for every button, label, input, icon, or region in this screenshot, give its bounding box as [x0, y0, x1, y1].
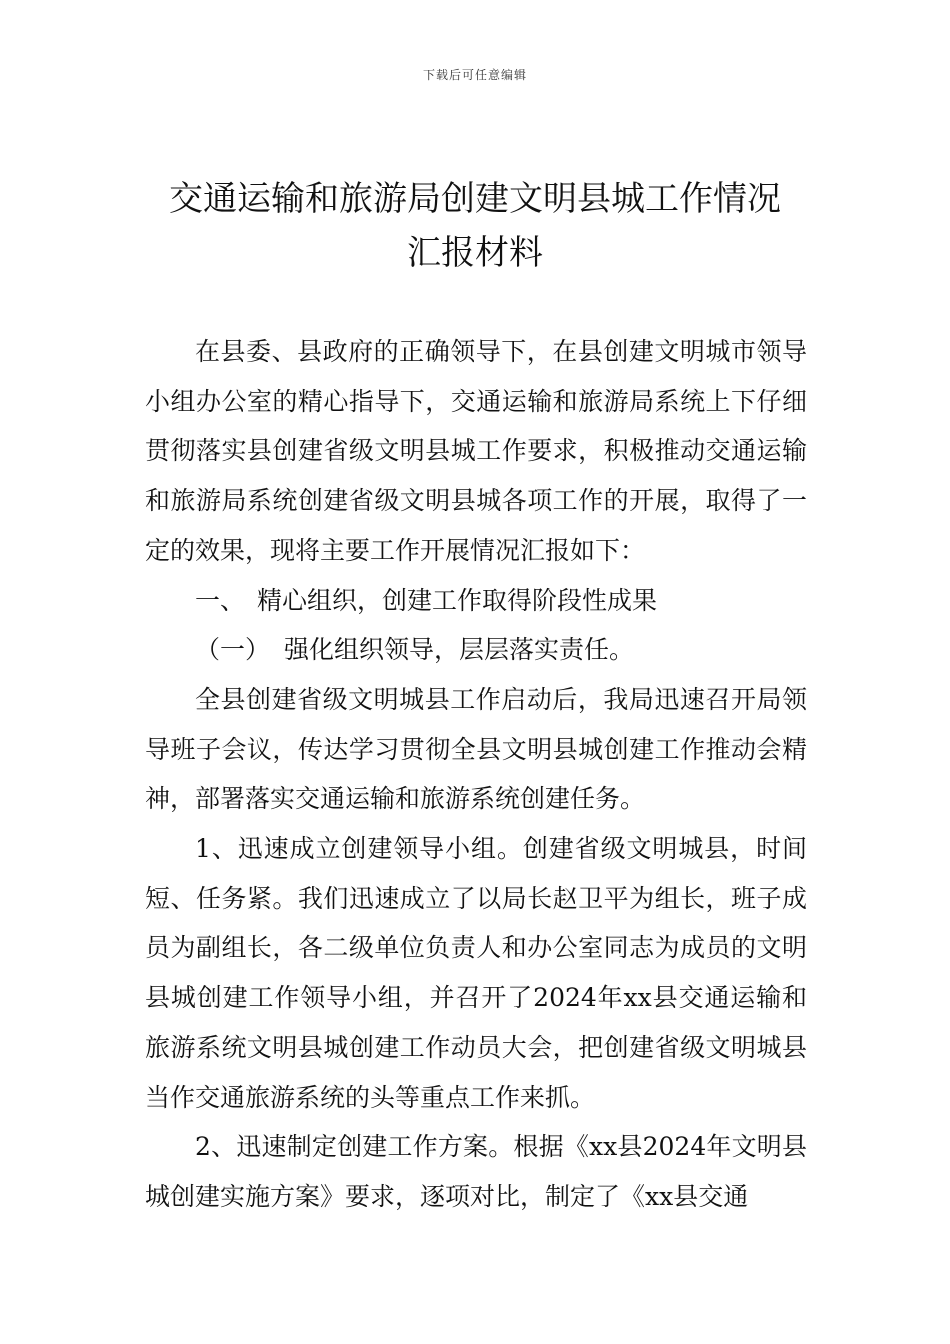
intro-paragraph: 在县委、县政府的正确领导下，在县创建文明城市领导小组办公室的精心指导下，交通运输和旅游局系统上下仔细贯彻落实县创建省级文明县城工作要求，积极推动交通运输和旅游局系统创建省级文明县城各项工作的开展，取得了一定的效果，现将主要工作开展情况汇报如下：	[145, 337, 807, 565]
sub-heading-1	[145, 625, 807, 675]
paragraph-3: 1、迅速成立创建领导小组。创建省级文明城县，时间短、任务紧。我们迅速成立了以局长赵卫平为组长，班子成员为副组长，各二级单位负责人和办公室同志为成员的文明县城创建工作领导小组，并召开了2024年xx县交通运输和旅游系统文明县城创建工作动员大会，把创建省级文明城县当作交通旅游系统的头等重点工作来抓。	[145, 834, 807, 1112]
sub-heading-text: 强化组织领导，层层落实责任。	[284, 635, 635, 665]
section-heading-text: 精心组织，创建工作取得阶段性成果	[257, 585, 658, 615]
section-heading-number: 一、	[195, 585, 246, 615]
paragraph-4: 2、迅速制定创建工作方案。根据《xx县2024年文明县城创建实施方案》要求，逐项对比，制定了《xx县交通	[145, 1132, 807, 1211]
document-body	[145, 327, 807, 1222]
paragraph-2: 全县创建省级文明城县工作启动后，我局迅速召开局领导班子会议，传达学习贯彻全县文明县城创建工作推动会精神，部署落实交通运输和旅游系统创建任务。	[145, 684, 807, 814]
title-line-1: 交通运输和旅游局创建文明县城工作情况	[169, 179, 781, 219]
header-note: 下载后可任意编辑	[422, 68, 527, 82]
title-line-2: 汇报材料	[407, 233, 543, 273]
document-title	[120, 172, 830, 280]
sub-heading-number: （一）	[195, 635, 271, 665]
section-heading-1	[145, 576, 807, 626]
